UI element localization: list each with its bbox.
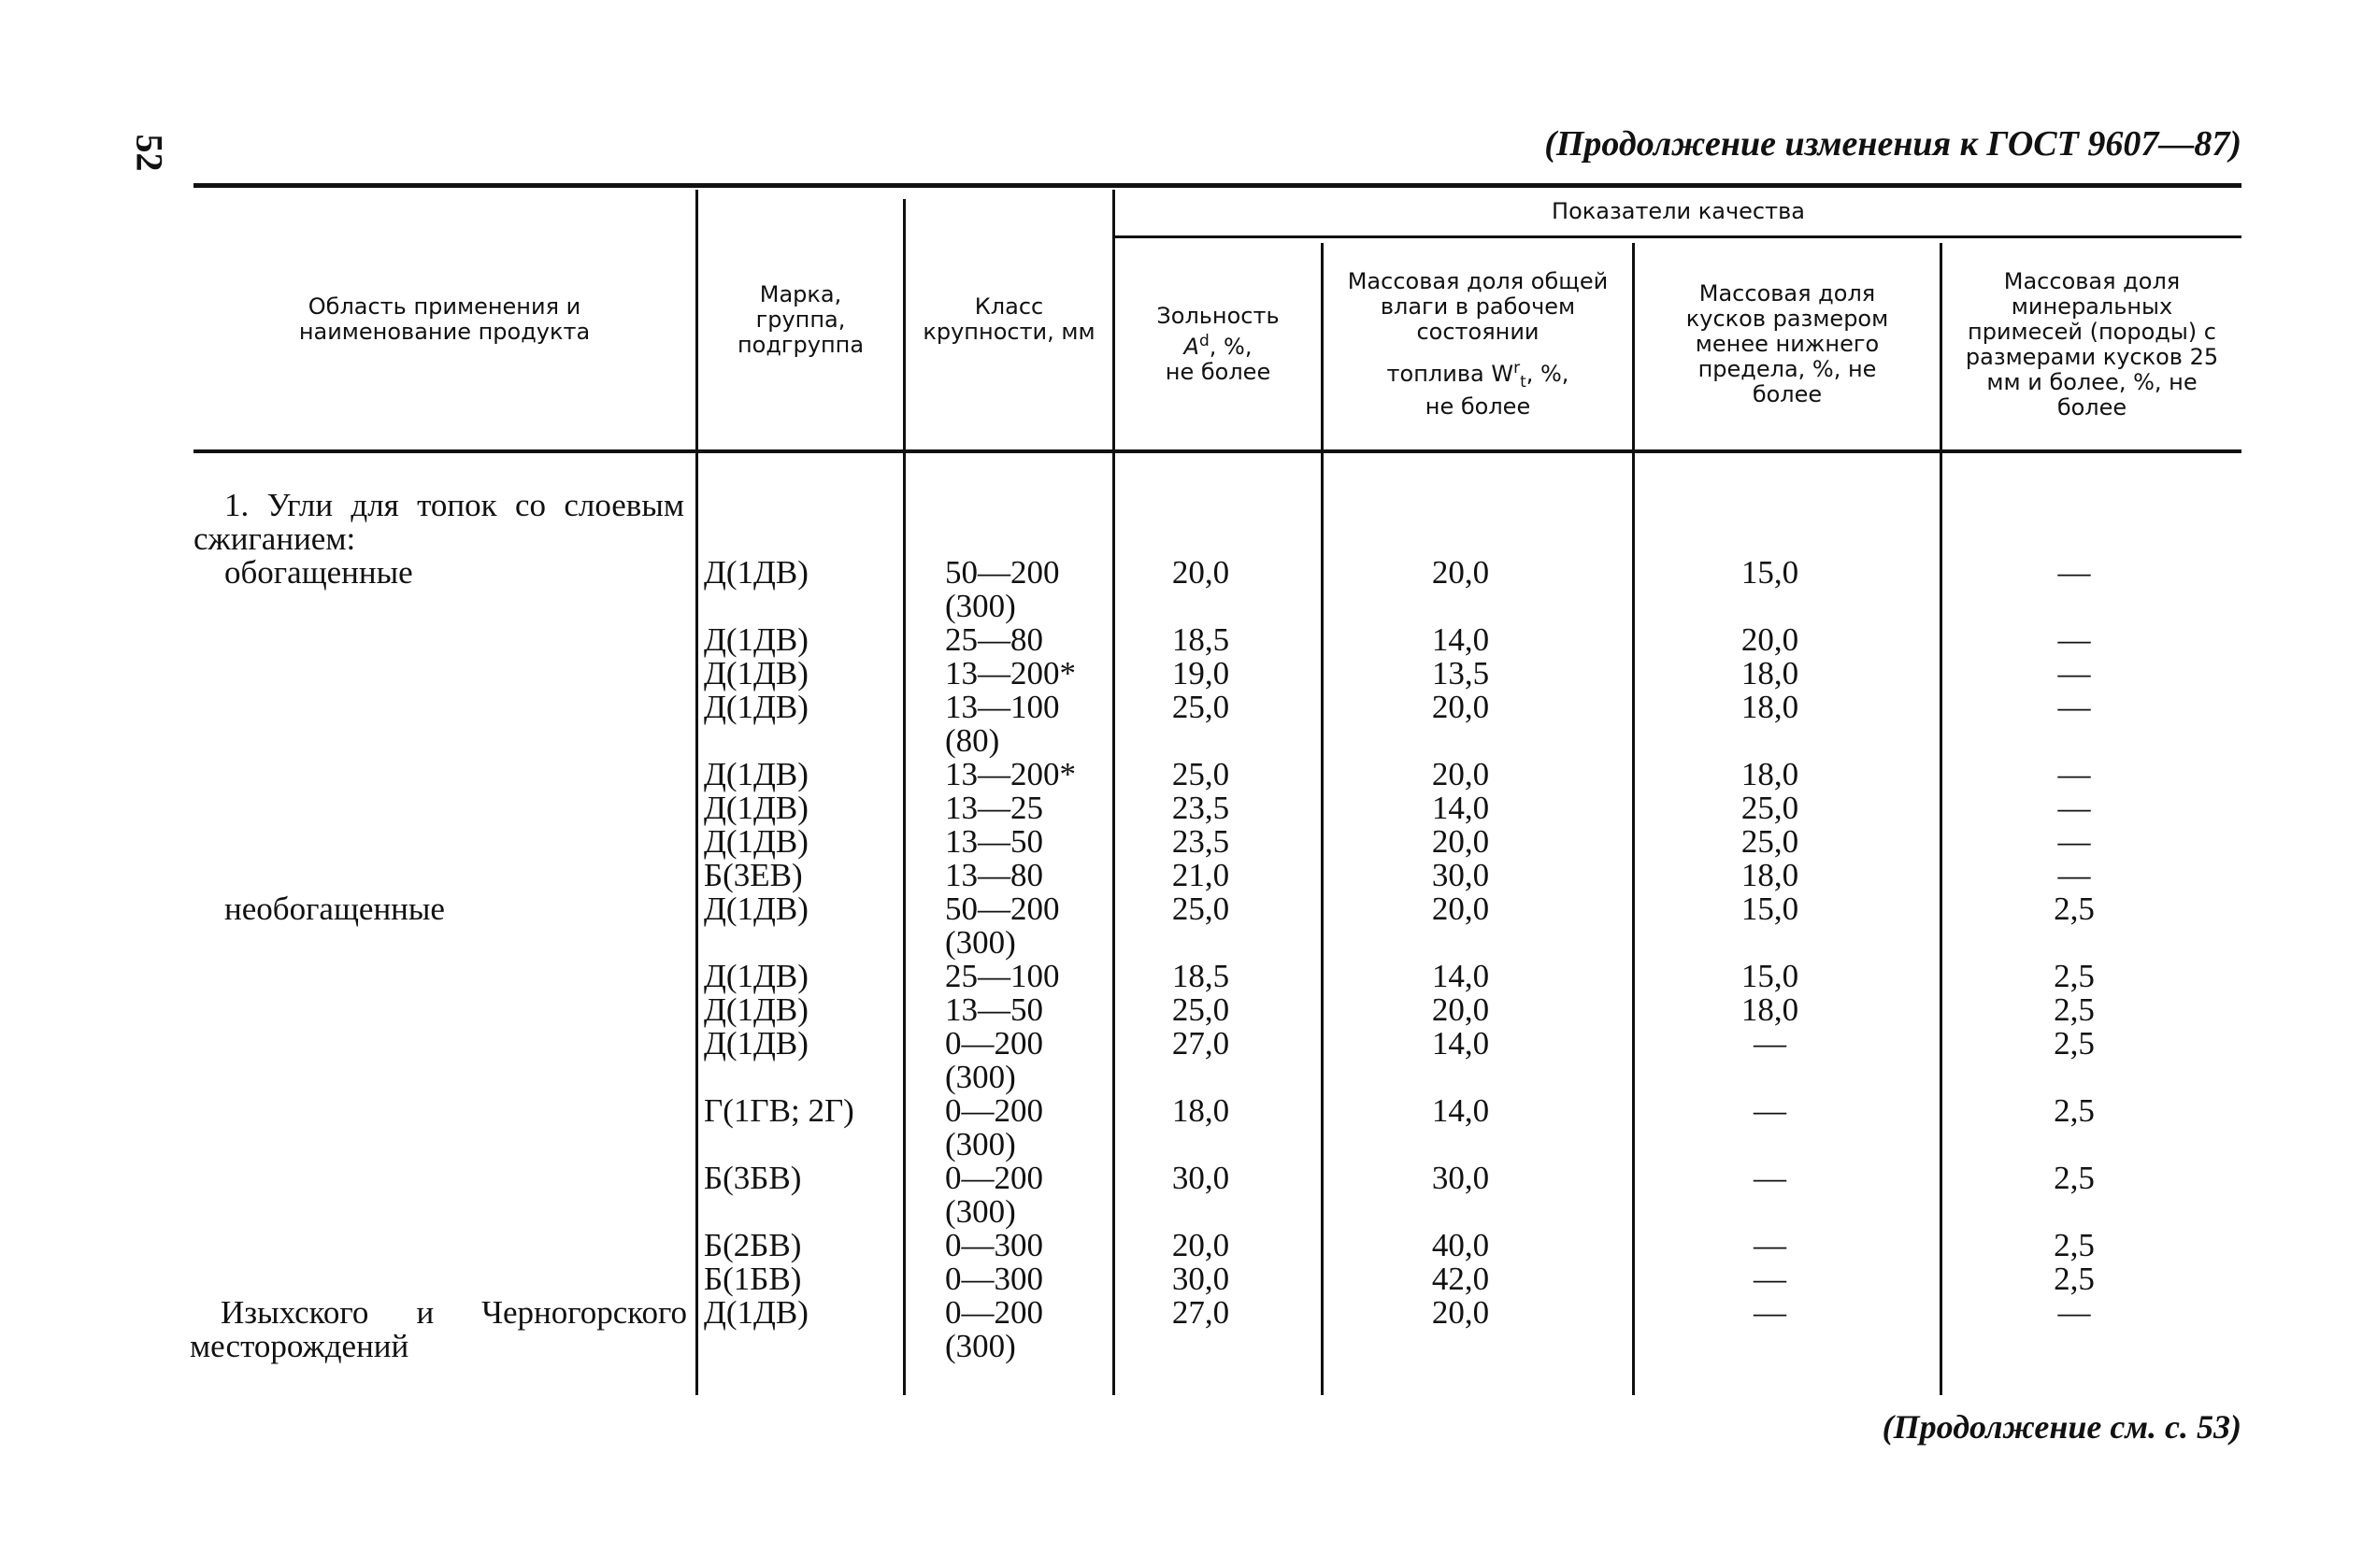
size-class-line: (300): [945, 924, 1016, 961]
row-label-cell: [190, 1294, 696, 1364]
ash-cell: 18,5: [1171, 958, 1230, 994]
size-class-cell: [904, 623, 1113, 657]
size-class-line: 0—200: [945, 1025, 1043, 1062]
section-title: 1. Угли для топок со слоевым сжиганием:: [193, 487, 684, 557]
mark-cell: Д(1ДВ): [704, 655, 809, 691]
row-label-cell: [193, 859, 696, 892]
undersize-cell: —: [1754, 1294, 1786, 1331]
quality-subheader-rule: [1113, 235, 2241, 238]
moisture-cell: 20,0: [1431, 689, 1490, 725]
mineral-cell: —: [2057, 857, 2091, 893]
mineral-cell: —: [2057, 655, 2091, 691]
size-class-cell: [904, 859, 1113, 892]
mineral-cell: —: [2057, 554, 2091, 591]
undersize-cell: —: [1754, 1227, 1786, 1263]
mark-cell: Д(1ДВ): [704, 1025, 809, 1062]
size-class-cell: [904, 993, 1113, 1027]
mark-cell: Д(1ДВ): [704, 991, 809, 1028]
table-row: [193, 623, 2241, 657]
moisture-cell: 30,0: [1431, 1160, 1490, 1196]
row-label-cell: [193, 1229, 696, 1262]
undersize-cell: —: [1754, 1025, 1786, 1062]
mark-cell: Д(1ДВ): [704, 554, 809, 591]
table-row: [193, 859, 2241, 892]
mineral-cell: —: [2057, 1294, 2091, 1331]
mark-cell: Д(1ДВ): [704, 621, 809, 658]
row-label-cell: [193, 758, 696, 791]
size-class-line: (300): [945, 1328, 1016, 1364]
mineral-cell: —: [2057, 823, 2091, 860]
row-label: Изыхского и Черногорского месторождений: [190, 1294, 687, 1364]
size-class-line: 25—100: [945, 958, 1060, 994]
mineral-cell: 2,5: [2054, 1261, 2095, 1297]
ash-cell: 23,5: [1171, 823, 1230, 860]
moisture-cell: 14,0: [1431, 1025, 1490, 1062]
size-class-cell: [904, 1162, 1113, 1229]
size-class-line: 0—300: [945, 1227, 1043, 1263]
table-row: [193, 657, 2241, 691]
ash-cell: 27,0: [1171, 1294, 1230, 1331]
size-class-line: (300): [945, 1126, 1016, 1162]
mark-cell: Б(1БВ): [704, 1261, 802, 1297]
mark-cell: Д(1ДВ): [704, 891, 809, 927]
row-label-cell: [193, 791, 696, 825]
ash-cell: 20,0: [1171, 554, 1230, 591]
mark-cell: Д(1ДВ): [704, 790, 809, 826]
size-class-line: (80): [945, 722, 1000, 759]
mark-cell: Д(1ДВ): [704, 958, 809, 994]
header-undersize: Массовая доля кусков размером менее нижнего предела, %, не более: [1685, 280, 1889, 407]
header-mark: Марка, группа, подгруппа: [737, 280, 865, 358]
table-row: [193, 960, 2241, 993]
mark-cell: Г(1ГВ; 2Г): [704, 1092, 854, 1129]
header-mineral: Массовая доля минеральных примесей (породы) с размерами кусков 25 мм и более, %, не более: [1965, 267, 2219, 421]
row-label-cell: [193, 960, 696, 993]
moisture-cell: 20,0: [1431, 823, 1490, 860]
size-class-cell: [904, 556, 1113, 623]
running-head: (Продолжение изменения к ГОСТ 9607—87): [1544, 124, 2241, 164]
size-class-line: (300): [945, 1193, 1016, 1230]
size-class-cell: [904, 825, 1113, 859]
row-label-cell: [193, 1262, 696, 1296]
ash-cell: 27,0: [1171, 1025, 1230, 1062]
size-class-line: 0—200: [945, 1294, 1043, 1331]
moisture-cell: 20,0: [1431, 1294, 1490, 1331]
undersize-cell: 25,0: [1740, 790, 1799, 826]
size-class-line: 0—300: [945, 1261, 1043, 1297]
size-class-cell: [904, 791, 1113, 825]
table-row: [193, 1094, 2241, 1162]
mineral-cell: 2,5: [2054, 891, 2095, 927]
table-body: [190, 487, 2241, 1364]
size-class-line: 0—200: [945, 1160, 1043, 1196]
header-moisture: Массовая доля общей влаги в рабочем состоянии топлива $W^r_t$, %, не более: [1347, 267, 1609, 421]
undersize-cell: —: [1754, 1261, 1786, 1297]
table-row: [193, 758, 2241, 791]
undersize-cell: 15,0: [1740, 554, 1799, 591]
size-class-line: 13—200*: [945, 655, 1076, 691]
moisture-cell: 14,0: [1431, 621, 1490, 658]
undersize-cell: 18,0: [1740, 991, 1799, 1028]
mark-cell: Д(1ДВ): [704, 756, 809, 792]
ash-cell: 30,0: [1171, 1261, 1230, 1297]
size-class-line: 13—50: [945, 991, 1043, 1028]
undersize-cell: 15,0: [1740, 958, 1799, 994]
ash-cell: 21,0: [1171, 857, 1230, 893]
continuation-note: (Продолжение см. с. 53): [1882, 1408, 2241, 1446]
ash-cell: 25,0: [1171, 756, 1230, 792]
size-class-cell: [904, 657, 1113, 691]
moisture-cell: 42,0: [1431, 1261, 1490, 1297]
size-class-cell: [904, 1027, 1113, 1094]
mineral-cell: 2,5: [2054, 1025, 2095, 1062]
undersize-cell: 20,0: [1740, 621, 1799, 658]
ash-cell: 30,0: [1171, 1160, 1230, 1196]
mineral-cell: 2,5: [2054, 958, 2095, 994]
table-row: [193, 1162, 2241, 1229]
undersize-cell: 18,0: [1740, 689, 1799, 725]
mark-cell: Б(3ЕВ): [704, 857, 803, 893]
table-row: [190, 1294, 2241, 1364]
moisture-cell: 14,0: [1431, 1092, 1490, 1129]
size-class-line: 50—200: [945, 554, 1060, 591]
moisture-cell: 20,0: [1431, 554, 1490, 591]
mark-cell: Б(3БВ): [704, 1160, 802, 1196]
mineral-cell: —: [2057, 621, 2091, 658]
table-row: [193, 1229, 2241, 1262]
ash-cell: 23,5: [1171, 790, 1230, 826]
row-label-cell: [193, 556, 696, 623]
size-class-cell: [904, 1296, 1113, 1363]
moisture-cell: 20,0: [1431, 756, 1490, 792]
size-class-cell: [904, 758, 1113, 791]
ash-cell: 18,0: [1171, 1092, 1230, 1129]
header-bottom-rule: [193, 449, 2241, 453]
undersize-cell: 18,0: [1740, 857, 1799, 893]
ash-cell: 20,0: [1171, 1227, 1230, 1263]
moisture-cell: 40,0: [1431, 1227, 1490, 1263]
mineral-cell: 2,5: [2054, 1227, 2095, 1263]
table-row: [193, 556, 2241, 623]
header-ash: Зольность $A^d$, %, не более: [1156, 303, 1280, 385]
size-class-line: 13—50: [945, 823, 1043, 860]
row-label-cell: [193, 1027, 696, 1094]
moisture-cell: 14,0: [1431, 958, 1490, 994]
size-class-cell: [904, 1094, 1113, 1162]
ash-cell: 25,0: [1171, 991, 1230, 1028]
size-class-cell: [904, 960, 1113, 993]
header-quality-group: Показатели качества: [1552, 197, 1805, 224]
ash-cell: 25,0: [1171, 689, 1230, 725]
size-class-line: 13—80: [945, 857, 1043, 893]
table-row: [193, 825, 2241, 859]
mark-cell: Д(1ДВ): [704, 689, 809, 725]
mark-cell: Б(2БВ): [704, 1227, 802, 1263]
mark-cell: Д(1ДВ): [704, 1294, 809, 1331]
size-class-line: 13—25: [945, 790, 1043, 826]
mineral-cell: 2,5: [2054, 1160, 2095, 1196]
undersize-cell: 18,0: [1740, 655, 1799, 691]
size-class-cell: [904, 1262, 1113, 1296]
undersize-cell: —: [1754, 1160, 1786, 1196]
table-row: [193, 892, 2241, 960]
header-size-class: Класс крупности, мм: [923, 293, 1096, 345]
size-class-line: (300): [945, 1059, 1016, 1095]
ash-cell: 25,0: [1171, 891, 1230, 927]
size-class-line: 0—200: [945, 1092, 1043, 1129]
row-label-cell: [193, 993, 696, 1027]
size-class-cell: [904, 892, 1113, 960]
table-row: [193, 1262, 2241, 1296]
size-class-cell: [904, 691, 1113, 758]
row-label-cell: [193, 657, 696, 691]
mineral-cell: 2,5: [2054, 1092, 2095, 1129]
size-class-line: 13—200*: [945, 756, 1076, 792]
mineral-cell: 2,5: [2054, 991, 2095, 1028]
table-rows: [190, 554, 2241, 1364]
row-label: необогащенные: [224, 891, 445, 927]
table-row: [193, 1027, 2241, 1094]
table-row: [193, 791, 2241, 825]
moisture-cell: 20,0: [1431, 891, 1490, 927]
size-class-cell: [904, 1229, 1113, 1262]
moisture-cell: 14,0: [1431, 790, 1490, 826]
ash-cell: 19,0: [1171, 655, 1230, 691]
moisture-cell: 30,0: [1431, 857, 1490, 893]
row-label-cell: [193, 892, 696, 960]
row-label-cell: [193, 623, 696, 657]
page-number: 52: [128, 134, 171, 172]
moisture-cell: 20,0: [1431, 991, 1490, 1028]
table-row: [193, 691, 2241, 758]
ash-cell: 18,5: [1171, 621, 1230, 658]
row-label-cell: [193, 691, 696, 758]
row-label: обогащенные: [224, 554, 413, 591]
moisture-cell: 13,5: [1431, 655, 1490, 691]
row-label-cell: [193, 825, 696, 859]
header-area: Область применения и наименование продукта: [298, 293, 591, 345]
undersize-cell: 15,0: [1740, 891, 1799, 927]
undersize-cell: —: [1754, 1092, 1786, 1129]
row-label-cell: [193, 1094, 696, 1162]
size-class-line: 50—200: [945, 891, 1060, 927]
size-class-line: (300): [945, 588, 1016, 624]
mark-cell: Д(1ДВ): [704, 823, 809, 860]
undersize-cell: 25,0: [1740, 823, 1799, 860]
section-row: [193, 489, 2241, 556]
mineral-cell: —: [2057, 790, 2091, 826]
size-class-line: 25—80: [945, 621, 1043, 658]
mineral-cell: —: [2057, 756, 2091, 792]
size-class-line: 13—100: [945, 689, 1060, 725]
mineral-cell: —: [2057, 689, 2091, 725]
undersize-cell: 18,0: [1740, 756, 1799, 792]
row-label-cell: [193, 1162, 696, 1229]
table-row: [193, 993, 2241, 1027]
